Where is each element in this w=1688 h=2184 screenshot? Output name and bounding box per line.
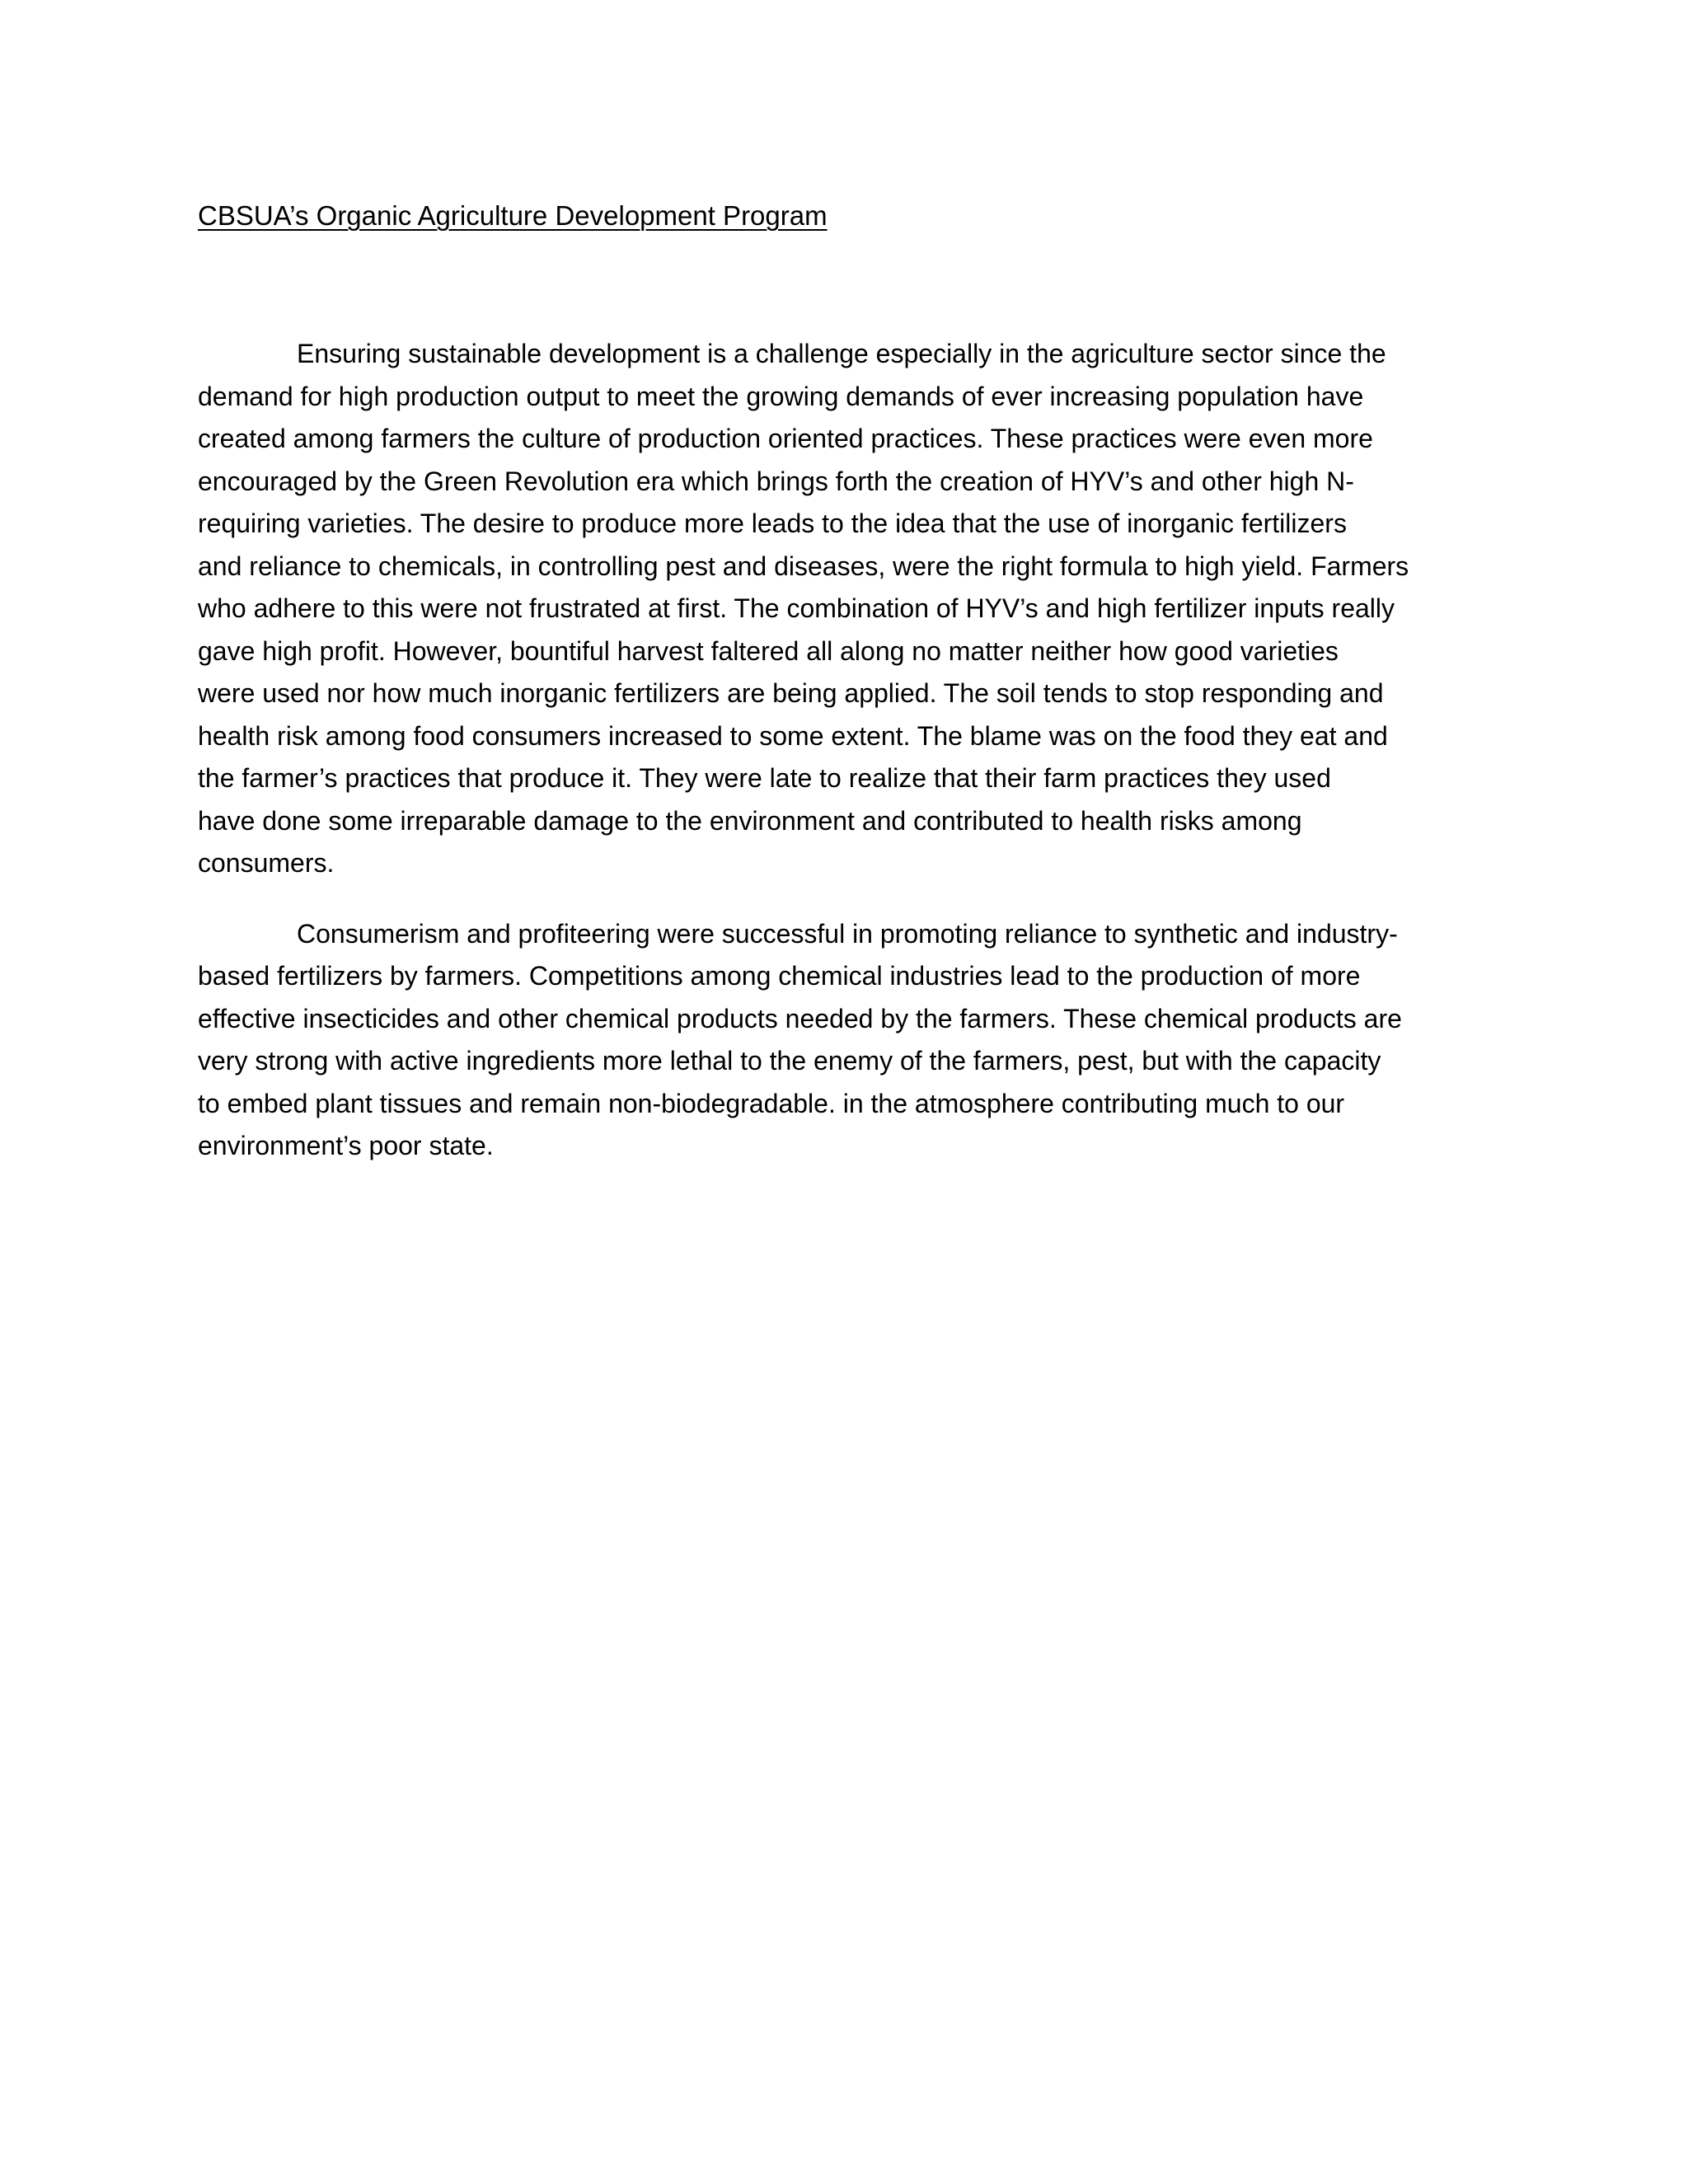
paragraph-line: were used nor how much inorganic fertilizers are being applied. The soil tends to stop responding and bbox=[198, 678, 1384, 708]
paragraph-line: and reliance to chemicals, in controlling pest and diseases, were the right formula to high yield. Farmers bbox=[198, 551, 1409, 581]
paragraph-line: to embed plant tissues and remain non-biodegradable. in the atmosphere contributing much to our bbox=[198, 1088, 1345, 1118]
paragraph-line: requiring varieties. The desire to produce more leads to the idea that the use of inorganic fertilizers bbox=[198, 509, 1347, 538]
paragraph-line: demand for high production output to meet the growing demands of ever increasing population have bbox=[198, 381, 1364, 411]
paragraph-line: effective insecticides and other chemical products needed by the farmers. These chemical products are bbox=[198, 1003, 1402, 1033]
paragraph-line: based fertilizers by farmers. Competitions among chemical industries lead to the production of more bbox=[198, 961, 1361, 991]
paragraph-line: consumers. bbox=[198, 848, 335, 878]
paragraph-2 bbox=[198, 913, 1492, 1168]
paragraph-line: created among farmers the culture of production oriented practices. These practices were even more bbox=[198, 424, 1373, 453]
paragraph-1 bbox=[198, 333, 1492, 885]
paragraph-line: Consumerism and profiteering were successful in promoting reliance to synthetic and industry- bbox=[297, 918, 1398, 949]
document-title: CBSUA’s Organic Agriculture Development Program bbox=[198, 200, 828, 231]
paragraph-line: the farmer’s practices that produce it. They were late to realize that their farm practices they used bbox=[198, 763, 1331, 793]
paragraph-line: encouraged by the Green Revolution era which brings forth the creation of HYV’s and other high N- bbox=[198, 466, 1354, 496]
paragraph-line: health risk among food consumers increased to some extent. The blame was on the food they eat and bbox=[198, 720, 1388, 751]
paragraph-line: environment’s poor state. bbox=[198, 1131, 494, 1160]
document-body bbox=[198, 333, 1492, 1168]
paragraph-line: Ensuring sustainable development is a challenge especially in the agriculture sector since the bbox=[297, 339, 1386, 368]
paragraph-line: very strong with active ingredients more lethal to the enemy of the farmers, pest, but with the capacity bbox=[198, 1046, 1381, 1076]
paragraph-line: have done some irreparable damage to the environment and contributed to health risks among bbox=[198, 805, 1302, 836]
paragraph-line: who adhere to this were not frustrated at first. The combination of HYV’s and high fertilizer inputs really bbox=[198, 593, 1395, 623]
paragraph-line: gave high profit. However, bountiful harvest faltered all along no matter neither how good varieties bbox=[198, 635, 1339, 666]
